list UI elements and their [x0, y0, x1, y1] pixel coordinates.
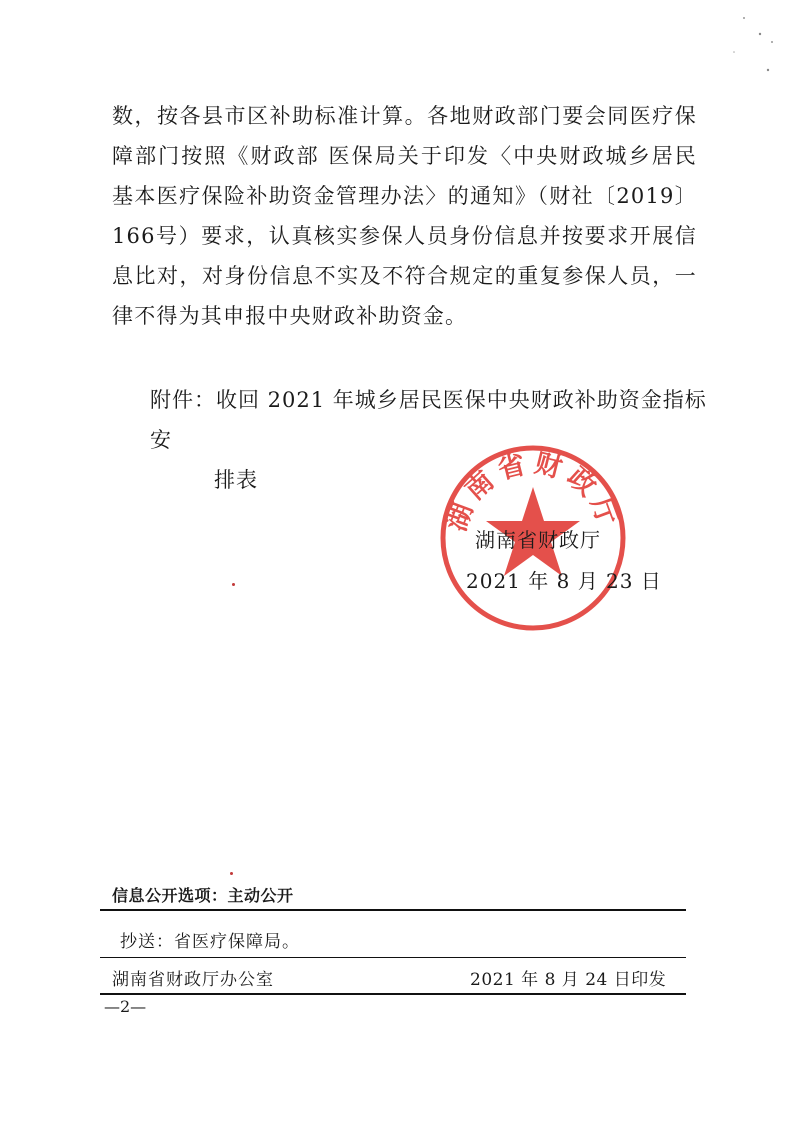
scan-speck — [232, 583, 235, 586]
divider-thin — [100, 957, 686, 958]
seal-text: 湖南省财政厅 — [440, 447, 626, 536]
scan-speck — [230, 872, 233, 875]
issuer-name: 湖南省财政厅 — [475, 528, 601, 552]
attachment-line-1: 附件：收回 2021 年城乡居民医保中央财政补助资金指标安 — [150, 388, 707, 452]
issuing-office: 湖南省财政厅办公室 — [112, 970, 274, 990]
signing-date: 2021 年 8 月 23 日 — [466, 569, 662, 593]
scan-artifact-icon — [720, 12, 780, 82]
attachment-line-2: 排表 — [214, 468, 258, 492]
print-date: 2021 年 8 月 24 日印发 — [470, 970, 667, 990]
body-paragraph: 数，按各县市区补助标准计算。各地财政部门要会同医疗保障部门按照《财政部 医保局关于印发〈中央财政城乡居民基本医疗保险补助资金管理办法〉的通知》（财社〔2019〕166号）要求，认真核实参保人员身份信息并按要求开展信息比对，对身份信息不实及不符合规定的重复参保人员，一律不得为其申报中央财政补助资金。 — [112, 104, 697, 328]
disclosure-option: 信息公开选项：主动公开 — [112, 886, 294, 905]
divider-thick — [100, 909, 686, 911]
page-number: —2— — [104, 997, 147, 1016]
divider-bottom — [100, 993, 686, 995]
cc-line: 抄送：省医疗保障局。 — [120, 932, 300, 952]
